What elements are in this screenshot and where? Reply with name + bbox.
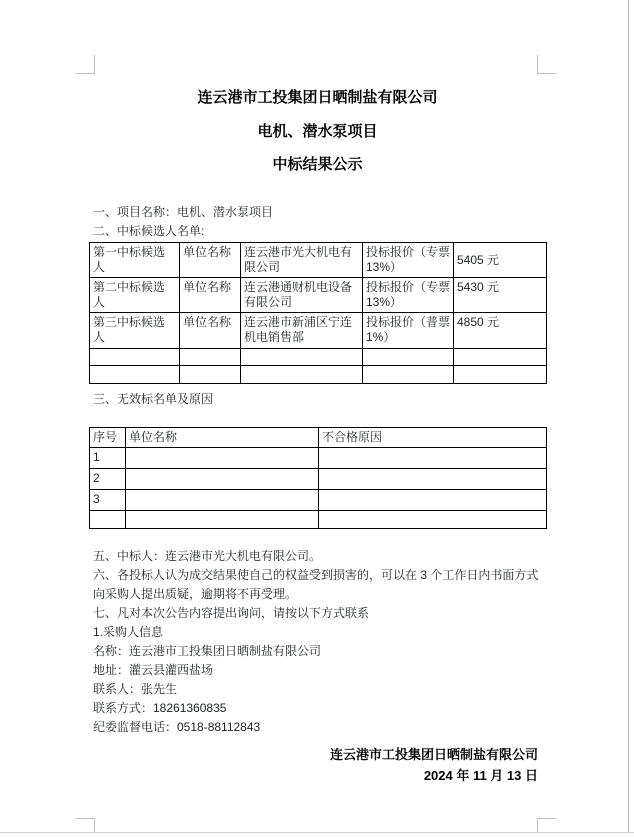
signature-block: [89, 744, 546, 786]
empty-cell: [363, 366, 454, 384]
quote-type-cell: 投标报价（普票1%）: [363, 313, 454, 349]
field-label-cell: 单位名称: [180, 313, 241, 349]
paragraph-project-name: 一、项目名称：电机、潜水泵项目: [93, 205, 274, 219]
paragraph-winner: 五、中标人：连云港市光大机电有限公司。: [93, 549, 322, 563]
paragraph-invalid-heading: 三、无效标名单及原因: [93, 392, 214, 406]
candidate-company-cell: 连云港通财机电设备有限公司: [241, 278, 363, 313]
field-label-cell: 单位名称: [180, 278, 241, 313]
header-reason-cell: 不合格原因: [319, 428, 547, 448]
serial-cell: 1: [90, 448, 126, 469]
empty-cell: [90, 366, 180, 384]
empty-cell: [180, 366, 241, 384]
page-edge-right: [628, 0, 629, 833]
empty-cell: [90, 349, 180, 366]
project-title: 电机、潜水泵项目: [257, 123, 378, 140]
empty-cell: [241, 366, 363, 384]
table-row: [90, 243, 547, 278]
purchaser-phone: 联系方式：18261360835: [93, 701, 227, 715]
company-cell: [126, 469, 319, 490]
price-cell: 5430 元: [454, 278, 547, 313]
serial-cell: [90, 511, 126, 529]
company-cell: [126, 448, 319, 469]
serial-cell: 2: [90, 469, 126, 490]
signature-company: 连云港市工投集团日晒制盐有限公司: [329, 747, 538, 762]
quote-type-cell: 投标报价（专票13%）: [363, 243, 454, 278]
paragraph-candidates-heading: 二、中标候选人名单:: [93, 224, 205, 238]
table-row: [90, 313, 547, 349]
table-row: [90, 448, 547, 469]
margin-crop-mark-bottom-right: [537, 818, 556, 833]
purchaser-address: 地址：灌云县灌西盐场: [93, 663, 214, 677]
margin-crop-mark-top-left: [76, 55, 95, 74]
purchaser-info-heading: 1.采购人信息: [93, 625, 164, 639]
candidate-company-cell: 连云港市光大机电有限公司: [241, 243, 363, 278]
company-title: 连云港市工投集团日晒制盐有限公司: [197, 89, 438, 106]
reason-cell: [319, 511, 547, 529]
field-label-cell: 单位名称: [180, 243, 241, 278]
empty-cell: [241, 349, 363, 366]
purchaser-name: 名称：连云港市工投集团日晒制盐有限公司: [93, 644, 322, 658]
margin-crop-mark-bottom-left: [76, 818, 95, 833]
paragraph-inquiry: 七、凡对本次公告内容提出询问，请按以下方式联系: [93, 606, 370, 620]
invalid-bids-table: [89, 427, 547, 529]
header-serial-cell: 序号: [90, 428, 126, 448]
price-cell: 5405 元: [454, 243, 547, 278]
table-row: [90, 490, 547, 511]
empty-cell: [363, 349, 454, 366]
purchaser-contact: 联系人：张先生: [93, 682, 178, 696]
empty-cell: [180, 349, 241, 366]
empty-cell: [454, 349, 547, 366]
header-company-cell: 单位名称: [126, 428, 319, 448]
serial-cell: 3: [90, 490, 126, 511]
reason-cell: [319, 490, 547, 511]
margin-crop-mark-top-right: [537, 55, 556, 74]
supervision-phone: 纪委监督电话：0518-88112843: [93, 720, 261, 734]
paragraph-objection: 六、各投标人认为成交结果使自己的权益受到损害的，可以在 3 个工作日内书面方式向采购人提出质疑，逾期将不再受理。: [93, 568, 539, 601]
table-row-empty: [90, 349, 547, 366]
price-cell: 4850 元: [454, 313, 547, 349]
candidate-company-cell: 连云港市新浦区宁连机电销售部: [241, 313, 363, 349]
table-row: [90, 278, 547, 313]
company-cell: [126, 511, 319, 529]
candidates-table: [89, 242, 547, 384]
page-edge-bottom: [0, 832, 634, 833]
reason-cell: [319, 448, 547, 469]
candidate-rank-cell: 第一中标候选人: [90, 243, 180, 278]
signature-date: 2024 年 11 月 13 日: [423, 768, 538, 783]
reason-cell: [319, 469, 547, 490]
announcement-title: 中标结果公示: [272, 156, 363, 173]
table-row-empty: [90, 511, 547, 529]
closing-paragraphs: [89, 547, 546, 737]
candidate-rank-cell: 第三中标候选人: [90, 313, 180, 349]
empty-cell: [454, 366, 547, 384]
table-header-row: [90, 428, 547, 448]
table-row: [90, 469, 547, 490]
candidate-rank-cell: 第二中标候选人: [90, 278, 180, 313]
company-cell: [126, 490, 319, 511]
quote-type-cell: 投标报价（专票13%）: [363, 278, 454, 313]
table-row-empty: [90, 366, 547, 384]
